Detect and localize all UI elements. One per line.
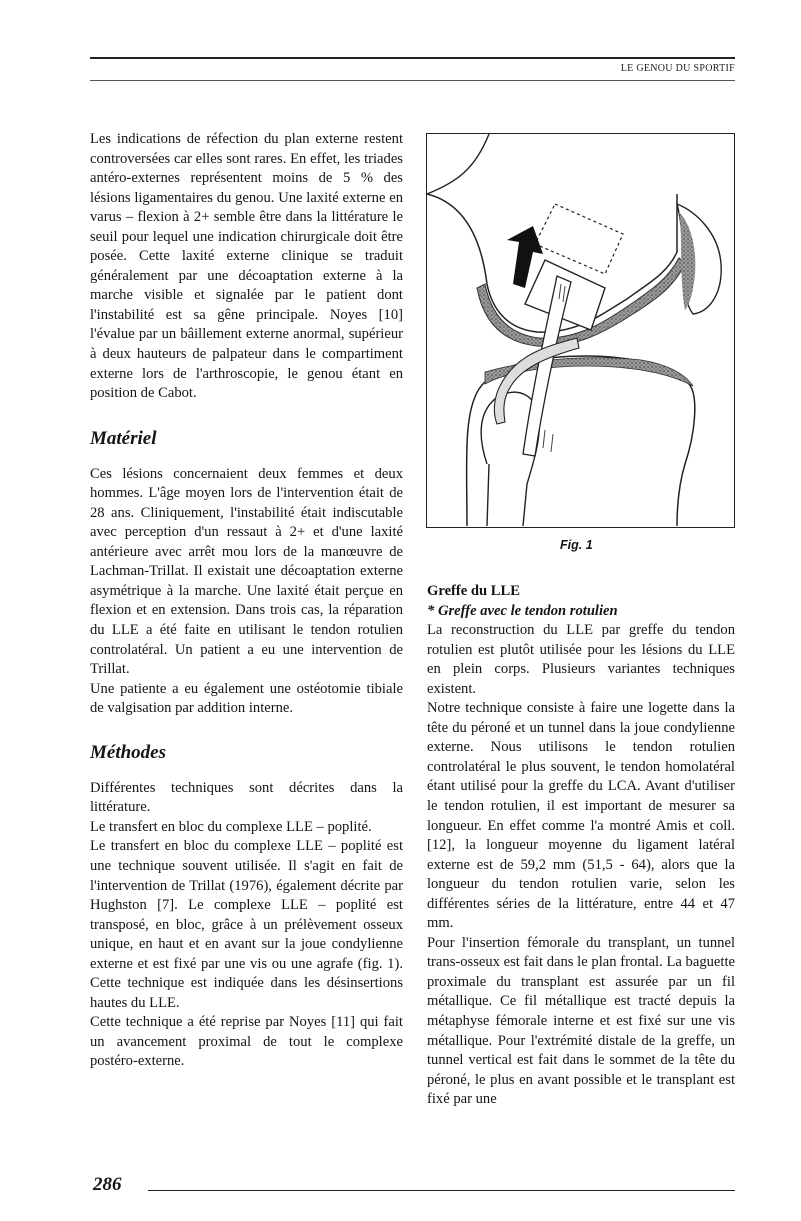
methodes-paragraph-2: Le transfert en bloc du complexe LLE – poplité. <box>90 818 372 835</box>
running-head: LE GENOU DU SPORTIF <box>620 63 735 74</box>
footer-rule <box>148 1190 735 1191</box>
right-column <box>427 582 735 1110</box>
materiel-paragraph-1: Ces lésions concernaient deux femmes et deux hommes. L'âge moyen lors de l'intervention était de 28 ans. Cliniquement, l'instabilité était indiscutable avec perception d'un ressaut à 2+ et d'une laxité antérieure avec arrêt mou lors de la manœuvre de Lachman-Trillat. Il existait une décoaptation externe asymétrique à la marche. Une laxité était perçue en flexion et en extension. Dans trois cas, la réparation du LLE a été faite en utilisant le tendon rotulien controlatéral. Un patient a eu une intervention de Trillat. <box>90 465 403 678</box>
greffe-paragraph-2: Notre technique consiste à faire une logette dans la tête du péroné et un tunnel dans la joue condylienne externe. Nous utilisons le tendon rotulien controlatéral le plus souvent, le tendon homolatéral étant utilisé pour la greffe du LCA. Avant d'utiliser le tendon rotulien, il est important de mesurer sa longueur. En effet comme l'a montré Amis et coll. [12], la longueur moyenne du ligament latéral externe est de 59,2 mm (51,5 - 64), alors que la longueur du tendon rotulien varie, selon les différentes séries de la littérature, entre 44 et 47 mm. <box>427 700 735 932</box>
section-title-materiel: Matériel <box>90 427 157 449</box>
left-column <box>90 130 403 1072</box>
tibia-outline <box>467 356 695 526</box>
header-rule <box>90 57 735 59</box>
materiel-paragraph-2: Une patiente a eu également une ostéotomie tibiale de valgisation par addition interne. <box>90 680 403 717</box>
section-title-methodes: Méthodes <box>90 741 166 763</box>
methodes-paragraph-3: Le transfert en bloc du complexe LLE – poplité est une technique souvent utilisée. Il s'agit en fait de l'intervention de Trillat (1976), également décrite par Hughston [7]. Le complexe LLE – poplité est transposé, en bloc, grâce à un prélèvement osseux unique, en haut et en avant sur la joue condylienne externe et est fixé par une vis ou une agrafe (fig. 1). Cette technique est indiquée dans les désinsertions hautes du LLE. <box>90 838 403 1011</box>
knee-drawing <box>427 134 733 526</box>
greffe-paragraph-1: La reconstruction du LLE par greffe du tendon rotulien est plutôt utilisée pour les lésions du LLE en plein corps. Plusieurs variantes techniques existent. <box>427 622 735 697</box>
subsection-title: * Greffe avec le tendon rotulien <box>427 602 618 619</box>
section-title-greffe: Greffe du LLE <box>427 583 520 599</box>
methodes-paragraph-1: Différentes techniques sont décrites dans la littérature. <box>90 779 403 816</box>
methodes-paragraph-4: Cette technique a été reprise par Noyes [11] qui fait un avancement proximal de tout le complexe postéro-externe. <box>90 1014 403 1070</box>
intro-paragraph: Les indications de réfection du plan externe restent controversées car elles sont rares. En effet, les triades antéro-externes représentent moins de 5 % des lésions ligamentaires du genou. Une laxité externe en varus – flexion à 2+ semble être dans la littérature le seuil pour lequel une indication chirurgicale doit être posée. Cette laxité externe clinique se traduit généralement par une décoaptation externe à la marche visible et signalée par le patient dont l'instabilité est sa gêne principale. Noyes [10] l'évalue par un bâillement externe anormal, supérieur à deux hauteurs de palpateur dans le compartiment externe lors de l'arthroscopie, le genou étant en position de Cabot. <box>90 131 403 402</box>
figure-caption: Fig. 1 <box>560 538 593 552</box>
greffe-paragraph-3: Pour l'insertion fémorale du transplant, un tunnel trans-osseux est fait dans le plan frontal. La baguette proximale du transplant est assurée par un fil métallique. Ce fil métallique est tracté depuis la métaphyse fémorale interne et est fixé sur une vis métallique. Pour l'extrémité distale de la greffe, un tunnel vertical est fait dans le sommet de la tête du péroné, le plus en avant possible et le transplant est fixé par une <box>427 934 735 1108</box>
header-underline <box>90 80 735 81</box>
page-number: 286 <box>93 1174 122 1195</box>
figure-1-knee-illustration <box>426 133 735 528</box>
